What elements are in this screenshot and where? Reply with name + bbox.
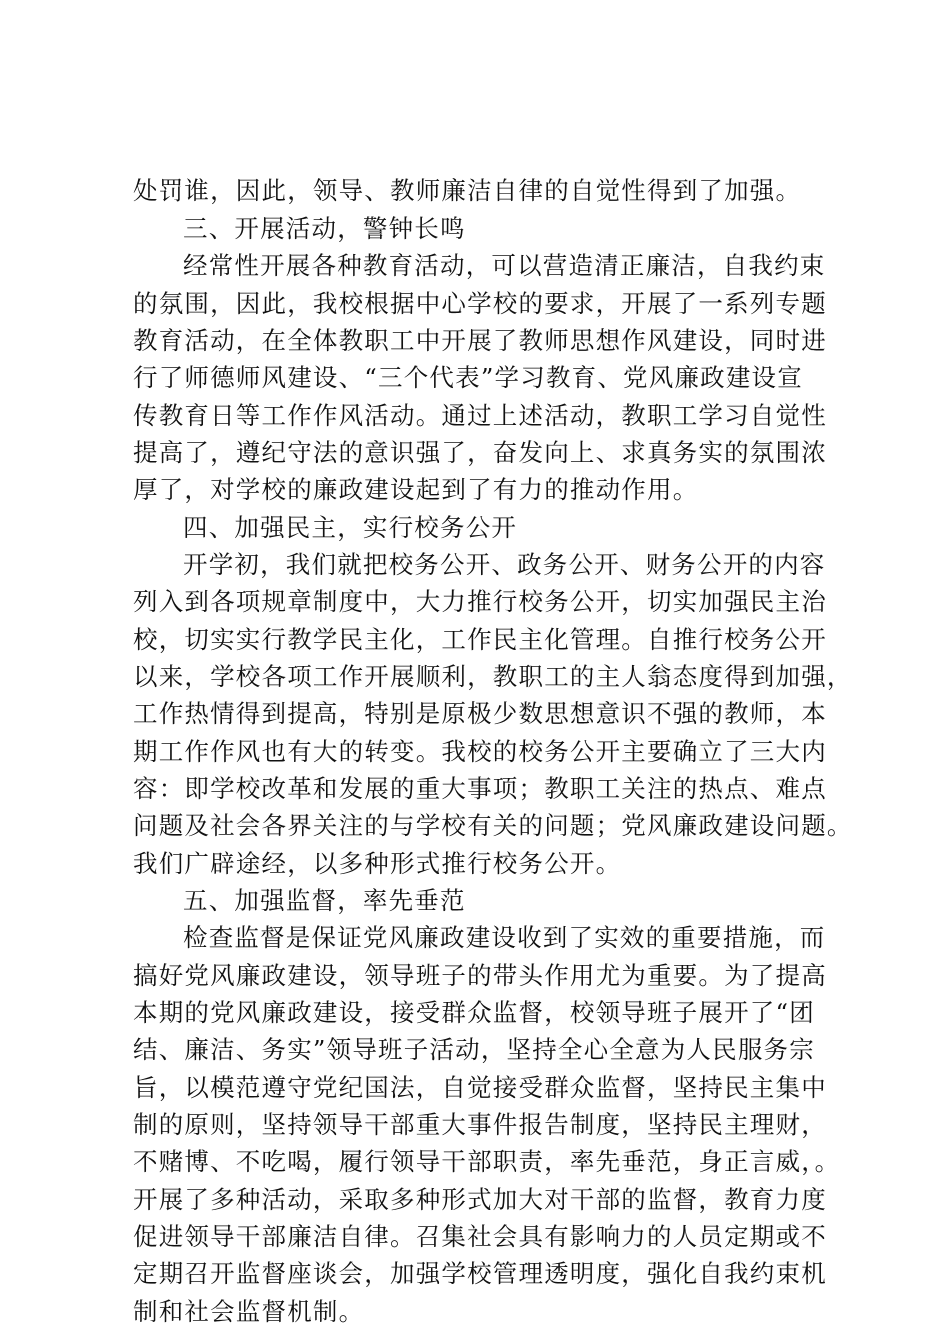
text-line: 的氛围，因此，我校根据中心学校的要求，开展了一系列专题 [133,289,827,318]
text-line: 问题及社会各界关注的与学校有关的问题；党风廉政建设问题。 [133,811,853,840]
text-line: 不赌博、不吃喝，履行领导干部职责，率先垂范，身正言威，。 [133,1147,841,1176]
text-line: 促进领导干部廉洁自律。召集社会具有影响力的人员定期或不 [133,1222,827,1251]
paragraph-line: 检查监督是保证党风廉政建设收到了实效的重要措施，而 [183,923,826,952]
text-line: 校，切实实行教学民主化，工作民主化管理。自推行校务公开 [133,625,827,654]
text-line: 列入到各项规章制度中，大力推行校务公开，切实加强民主治 [133,587,827,616]
text-line: 厚了，对学校的廉政建设起到了有力的推动作用。 [133,475,699,504]
text-line: 结、廉洁、务实”领导班子活动，坚持全心全意为人民服务宗 [133,1035,815,1064]
section-heading-5: 五、加强监督，率先垂范 [183,886,466,915]
text-line: 旨，以模范遵守党纪国法，自觉接受群众监督，坚持民主集中 [133,1073,827,1102]
text-line: 容：即学校改革和发展的重大事项；教职工关注的热点、难点 [133,774,827,803]
text-line: 提高了，遵纪守法的意识强了，奋发向上、求真务实的氛围浓 [133,438,827,467]
text-line: 传教育日等工作作风活动。通过上述活动，教职工学习自觉性 [133,401,827,430]
text-line: 处罚谁，因此，领导、教师廉洁自律的自觉性得到了加强。 [133,176,802,205]
text-line: 我们广辟途经，以多种形式推行校务公开。 [133,849,622,878]
text-line: 定期召开监督座谈会，加强学校管理透明度，强化自我约束机 [133,1259,827,1288]
text-line: 制的原则，坚持领导干部重大事件报告制度，坚持民主理财， [133,1110,827,1139]
text-line: 开展了多种活动，采取多种形式加大对干部的监督，教育力度 [133,1185,827,1214]
text-line: 以来，学校各项工作开展顺利，教职工的主人翁态度得到加强， [133,662,853,691]
text-line: 行了师德师风建设、“三个代表”学习教育、党风廉政建设宣 [133,363,803,392]
text-line: 本期的党风廉政建设，接受群众监督，校领导班子展开了“团 [133,998,815,1027]
text-line: 制和社会监督机制。 [133,1297,365,1326]
text-line: 教育活动，在全体教职工中开展了教师思想作风建设，同时进 [133,326,827,355]
text-line: 搞好党风廉政建设，领导班子的带头作用尤为重要。为了提高 [133,961,827,990]
paragraph-line: 经常性开展各种教育活动，可以营造清正廉洁，自我约束 [183,251,826,280]
text-line: 工作热情得到提高，特别是原极少数思想意识不强的教师，本 [133,699,827,728]
paragraph-line: 开学初，我们就把校务公开、政务公开、财务公开的内容 [183,550,826,579]
section-heading-4: 四、加强民主，实行校务公开 [183,513,518,542]
section-heading-3: 三、开展活动，警钟长鸣 [183,214,466,243]
text-line: 期工作作风也有大的转变。我校的校务公开主要确立了三大内 [133,737,827,766]
